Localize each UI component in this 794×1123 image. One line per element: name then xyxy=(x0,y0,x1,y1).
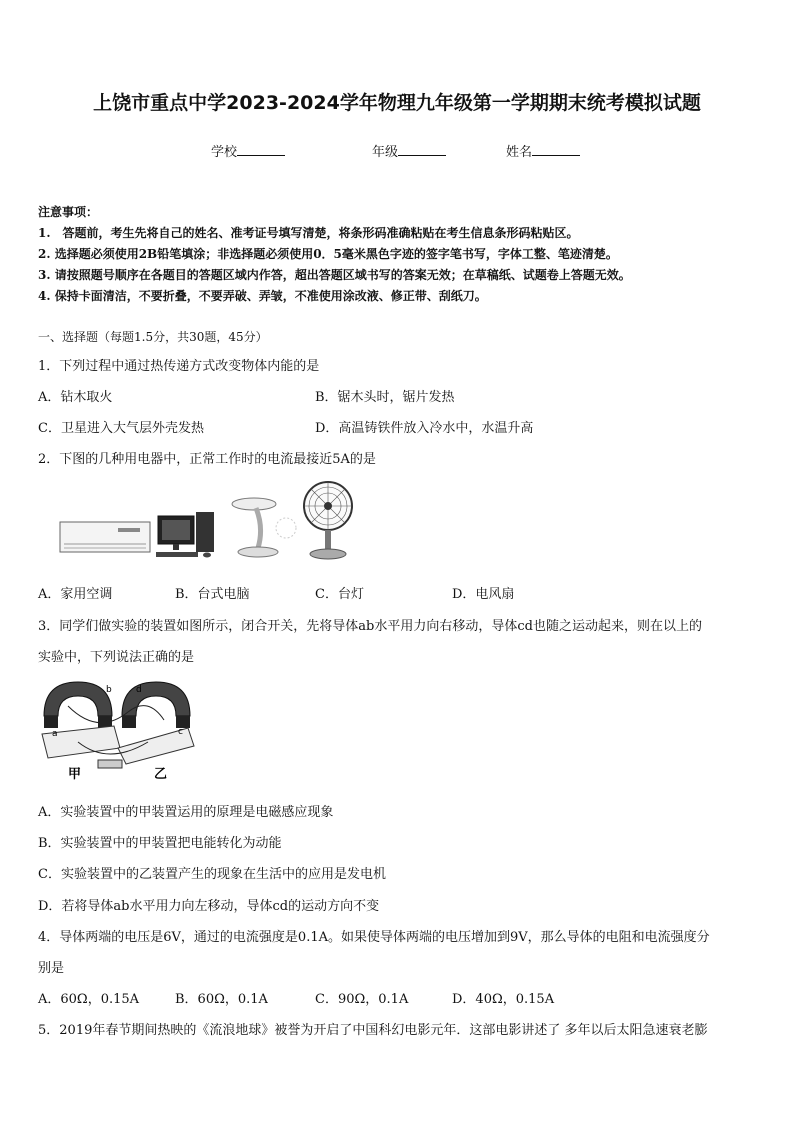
q4-stem-line1: 4．导体两端的电压是6V，通过的电流强度是0.1A。如果使导体两端的电压增加到9V，那么导体的电阻和电流强度分 xyxy=(38,930,710,945)
q1-option-c[interactable]: C．卫星进入大气层外壳发热 xyxy=(38,421,204,436)
q3-stem-line2: 实验中，下列说法正确的是 xyxy=(38,650,195,665)
name-field xyxy=(506,141,580,160)
q2-option-a[interactable]: A．家用空调 xyxy=(38,587,113,602)
air-conditioner-image xyxy=(60,522,150,552)
label-jia: 甲 xyxy=(68,767,82,780)
label-d: d xyxy=(136,685,142,695)
grade-label: 年级 xyxy=(372,145,399,160)
label-c: c xyxy=(178,727,183,737)
q4-option-a[interactable]: A．60Ω，0.15A xyxy=(38,992,140,1007)
name-blank[interactable] xyxy=(532,144,580,156)
switch-image xyxy=(98,760,122,768)
q1-stem: 1．下列过程中通过热传递方式改变物体内能的是 xyxy=(38,359,320,374)
q3-option-c[interactable]: C．实验装置中的乙装置产生的现象在生活中的应用是发电机 xyxy=(38,867,386,882)
q2-option-d[interactable]: D．电风扇 xyxy=(452,587,515,602)
electric-fan-image xyxy=(304,482,352,559)
q4-stem-line2: 别是 xyxy=(38,961,65,976)
name-label: 姓名 xyxy=(506,145,533,160)
page-title: 上饶市重点中学2023-2024学年物理九年级第一学期期末统考模拟试题 xyxy=(93,92,701,114)
notice-item: 2. 选择题必须使用2B铅笔填涂；非选择题必须使用0．5毫米黑色字迹的签字笔书写，字体工整、笔迹清楚。 xyxy=(38,247,618,261)
label-yi: 乙 xyxy=(154,767,168,780)
grade-field xyxy=(372,141,446,160)
q1-option-b[interactable]: B．锯木头时，锯片发热 xyxy=(315,390,455,405)
label-a: a xyxy=(52,729,58,739)
q4-option-d[interactable]: D．40Ω，0.15A xyxy=(452,992,555,1007)
school-blank[interactable] xyxy=(237,144,285,156)
notice-item: 1. 答题前，考生先将自己的姓名、准考证号填写清楚，将条形码准确粘贴在考生信息条形码粘贴区。 xyxy=(38,226,579,240)
q1-option-a[interactable]: A．钻木取火 xyxy=(38,390,113,405)
section-heading: 一、选择题（每题1.5分，共30题，45分） xyxy=(38,330,268,344)
magnet-experiment-figure xyxy=(38,676,196,780)
q3-option-d[interactable]: D．若将导体ab水平用力向左移动，导体cd的运动方向不变 xyxy=(38,899,380,914)
desktop-computer-image xyxy=(156,512,214,558)
appliances-figure xyxy=(58,478,358,562)
label-b: b xyxy=(106,685,112,695)
q5-stem-line1: 5．2019年春节期间热映的《流浪地球》被誉为开启了中国科幻电影元年．这部电影讲述了 多年以后太阳急速衰老膨 xyxy=(38,1023,708,1038)
notice-item: 4. 保持卡面清洁，不要折叠，不要弄破、弄皱，不准使用涂改液、修正带、刮纸刀。 xyxy=(38,289,487,303)
desk-lamp-image xyxy=(232,498,296,557)
magnet-yi-image xyxy=(118,682,194,764)
q3-stem-line1: 3．同学们做实验的装置如图所示，闭合开关，先将导体ab水平用力向右移动，导体cd也随之运动起来，则在以上的 xyxy=(38,619,702,634)
q4-option-b[interactable]: B．60Ω，0.1A xyxy=(175,992,268,1007)
grade-blank[interactable] xyxy=(398,144,446,156)
q2-stem: 2．下图的几种用电器中，正常工作时的电流最接近5A的是 xyxy=(38,452,376,467)
q2-option-b[interactable]: B．台式电脑 xyxy=(175,587,250,602)
notice-heading: 注意事项： xyxy=(38,205,99,219)
q4-option-c[interactable]: C．90Ω，0.1A xyxy=(315,992,409,1007)
school-field xyxy=(211,141,285,160)
q3-option-b[interactable]: B．实验装置中的甲装置把电能转化为动能 xyxy=(38,836,282,851)
notice-item: 3. 请按照题号顺序在各题目的答题区域内作答，超出答题区域书写的答案无效；在草稿纸、试题卷上答题无效。 xyxy=(38,268,631,282)
q2-option-c[interactable]: C．台灯 xyxy=(315,587,364,602)
school-label: 学校 xyxy=(211,145,238,160)
q3-option-a[interactable]: A．实验装置中的甲装置运用的原理是电磁感应现象 xyxy=(38,805,334,820)
q1-option-d[interactable]: D．高温铸铁件放入冷水中，水温升高 xyxy=(315,421,534,436)
